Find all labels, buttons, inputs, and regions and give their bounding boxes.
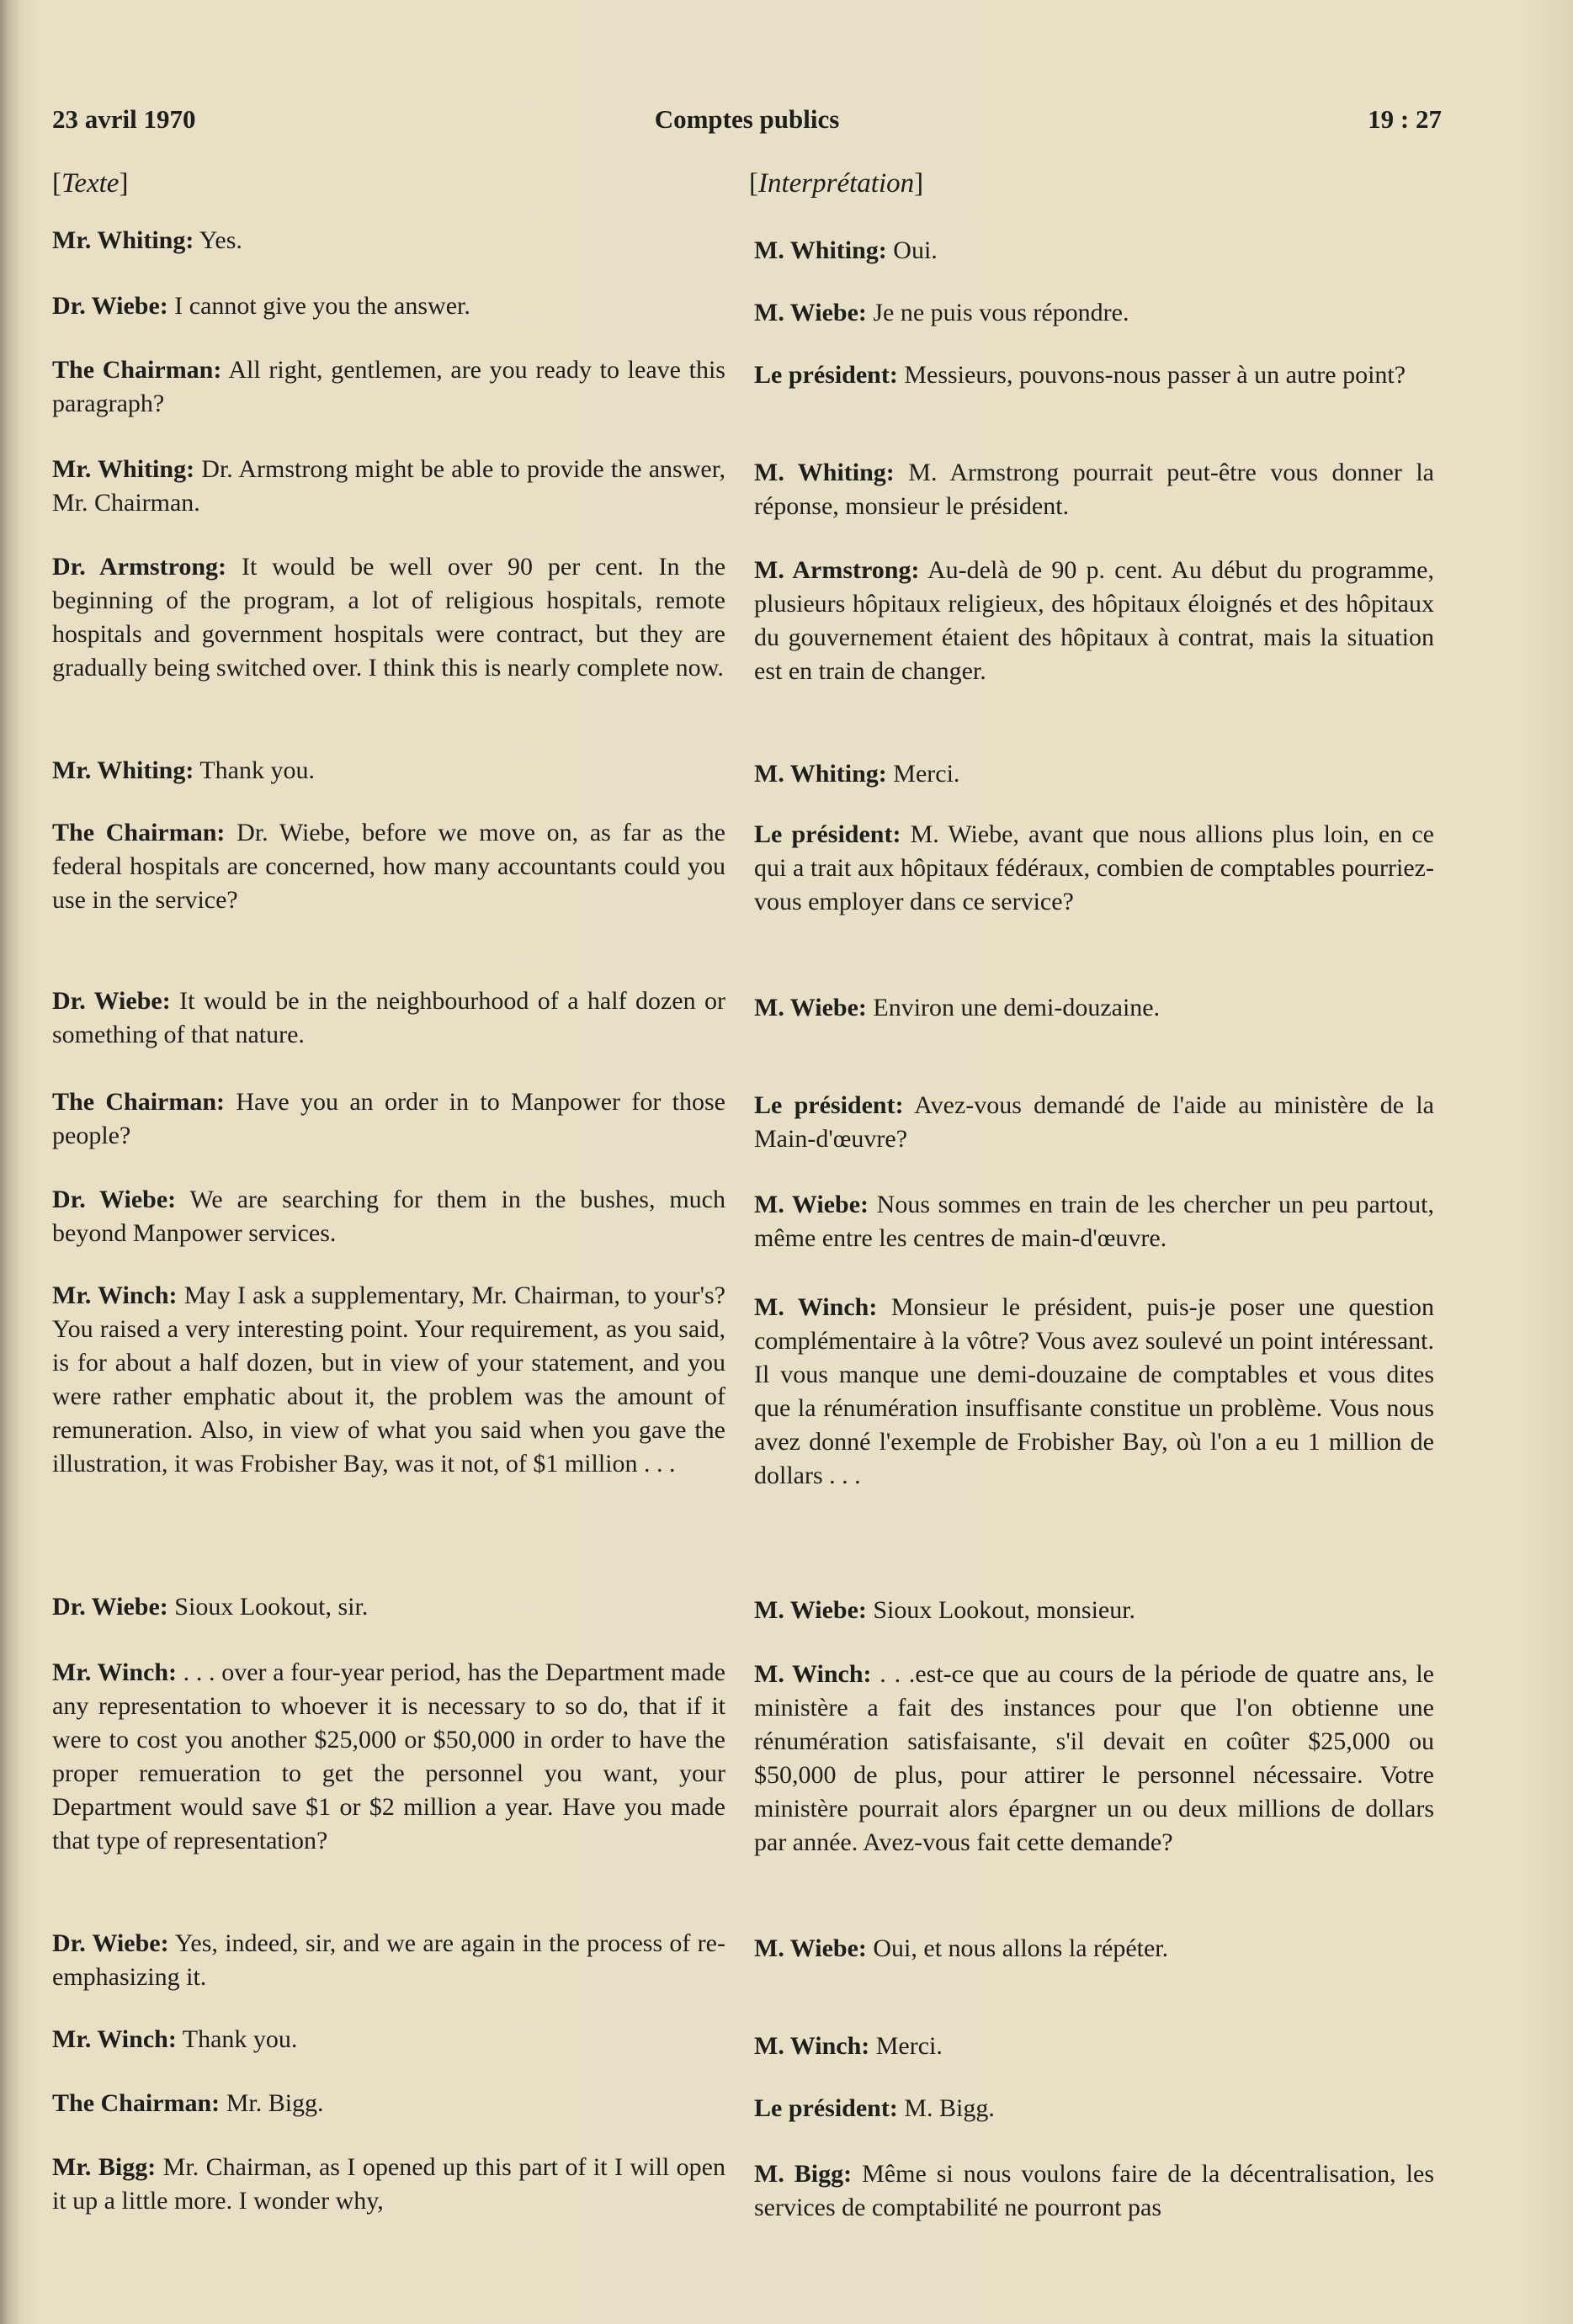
speaker-name: Mr. Whiting: [52, 455, 195, 483]
english-paragraph [52, 1085, 725, 1153]
speaker-name: Mr. Winch: [52, 1281, 178, 1309]
speech-text: Thank you. [176, 2025, 298, 2053]
english-paragraph [52, 2023, 725, 2056]
speech-text: M. Bigg. [897, 2094, 995, 2122]
speech-text: Merci. [869, 2032, 943, 2060]
speech-text: . . .est-ce que au cours de la période de quatre ans, le ministère a fait des instances pour que l'on obtienne une rénumération satisfaisante, s'il devait en coûter $25,000 ou $50,000 de plus, pour attirer le personnel nécessaire. Votre ministère pourrait alors épargner un ou deux millions de dollars par année. Avez-vous fait cette demande? [754, 1660, 1434, 1856]
speech-text: Dr. Armstrong might be able to provide the answer, Mr. Chairman. [52, 455, 725, 517]
header-title: Comptes publics [654, 104, 840, 134]
speech-text: Messieurs, pouvons-nous passer à un autre point? [897, 361, 1406, 389]
header-page-number: 19 : 27 [1368, 104, 1442, 134]
french-paragraph [754, 234, 1434, 268]
speech-text: Monsieur le président, puis-je poser une question complémentaire à la vôtre? Vous avez soulevé un point intéressant. Il vous manque une demi-douzaine de comptables et vous dites que la rénumération insuffisante constitue un problème. Vous nous avez donné l'exemple de Frobisher Bay, où l'on a eu 1 million de dollars . . . [754, 1293, 1434, 1489]
french-paragraph [754, 1932, 1434, 1966]
french-paragraph [754, 1291, 1434, 1493]
speaker-name: Le président: [754, 820, 901, 848]
header-date: 23 avril 1970 [52, 104, 196, 134]
english-paragraph [52, 754, 725, 788]
speaker-name: M. Winch: [754, 1293, 878, 1321]
speech-text: Yes, indeed, sir, and we are again in the process of re-emphasizing it. [52, 1929, 725, 1991]
english-paragraph [52, 2087, 725, 2120]
speaker-name: Le président: [754, 1091, 904, 1119]
speaker-name: M. Bigg: [754, 2160, 853, 2188]
speaker-name: Mr. Winch: [52, 1658, 177, 1686]
column-label-english: [Texte] [52, 168, 129, 199]
speaker-name: Dr. Armstrong: [52, 553, 227, 581]
speaker-name: Mr. Winch: [52, 2025, 177, 2053]
english-paragraph [52, 224, 725, 257]
page-header [52, 104, 1442, 141]
french-paragraph [754, 2092, 1434, 2125]
french-paragraph [754, 2157, 1434, 2225]
english-paragraph [52, 289, 725, 323]
speech-text: Mr. Bigg. [220, 2089, 324, 2117]
speech-text: Oui, et nous allons la répéter. [866, 1934, 1169, 1962]
english-paragraph [52, 353, 725, 421]
french-paragraph [754, 456, 1434, 523]
french-paragraph [754, 2030, 1434, 2063]
speaker-name: M. Armstrong: [754, 556, 920, 584]
speech-text: All right, gentlemen, are you ready to leave this paragraph? [52, 356, 725, 417]
speaker-name: M. Wiebe: [754, 1191, 869, 1218]
speaker-name: The Chairman: [52, 356, 222, 384]
speech-text: M. Wiebe, avant que nous allions plus loin, en ce qui a trait aux hôpitaux fédéraux, combien de comptables pourriez-vous employer dans ce service? [754, 820, 1434, 915]
speaker-name: Dr. Wiebe: [52, 987, 171, 1015]
column-label-french: [Interprétation] [749, 168, 924, 199]
speech-text: Sioux Lookout, sir. [167, 1593, 369, 1621]
english-paragraph [52, 1183, 725, 1250]
speech-text: Merci. [886, 760, 960, 788]
speech-text: Thank you. [194, 756, 315, 784]
speaker-name: M. Whiting: [754, 459, 895, 486]
french-paragraph [754, 554, 1434, 688]
speaker-name: M. Wiebe: [754, 299, 867, 326]
speech-text: Je ne puis vous répondre. [866, 299, 1129, 326]
speaker-name: M. Wiebe: [754, 1596, 867, 1624]
speech-text: It would be in the neighbourhood of a half dozen or something of that nature. [52, 987, 725, 1048]
speech-text: Nous sommes en train de les chercher un peu partout, même entre les centres de main-d'œuvre. [754, 1191, 1435, 1252]
speaker-name: The Chairman: [52, 1088, 226, 1116]
french-paragraph [754, 296, 1434, 330]
speech-text: Mr. Chairman, as I opened up this part of it I will open it up a little more. I wonder why, [52, 2153, 725, 2215]
speaker-name: M. Wiebe: [754, 994, 867, 1021]
speech-text: Sioux Lookout, monsieur. [866, 1596, 1136, 1624]
speaker-name: The Chairman: [52, 819, 226, 846]
speaker-name: M. Winch: [754, 1660, 872, 1688]
speech-text: Environ une demi-douzaine. [866, 994, 1161, 1021]
speaker-name: Dr. Wiebe: [52, 1186, 177, 1213]
speaker-name: M. Whiting: [754, 236, 887, 264]
speaker-name: M. Whiting: [754, 760, 887, 788]
english-paragraph [52, 1590, 725, 1624]
speech-text: Même si nous voulons faire de la décentralisation, les services de comptabilité ne pourront pas [754, 2160, 1434, 2221]
english-paragraph [52, 984, 725, 1052]
french-paragraph [754, 1089, 1434, 1156]
french-paragraph [754, 358, 1434, 392]
speaker-name: Le président: [754, 361, 898, 389]
speech-text: Yes. [194, 226, 242, 254]
english-paragraph [52, 453, 725, 520]
speaker-name: Mr. Whiting: [52, 226, 194, 254]
english-paragraph [52, 1656, 725, 1858]
speech-text: May I ask a supplementary, Mr. Chairman, to your's? You raised a very interesting point. Your requirement, as you said, is for about a half dozen, but in view of your statement, and you were rather emphatic about it, the problem was the amount of remuneration. Also, in view of what you said when you gave the illustration, it was Frobisher Bay, was it not, of $1 million . . . [52, 1281, 725, 1478]
english-paragraph [52, 550, 725, 685]
speaker-name: M. Winch: [754, 2032, 870, 2060]
english-paragraph [52, 1279, 725, 1481]
speech-text: I cannot give you the answer. [167, 292, 470, 320]
speech-text: M. Armstrong pourrait peut-être vous donner la réponse, monsieur le président. [754, 459, 1434, 520]
speech-text: Have you an order in to Manpower for those people? [52, 1088, 725, 1149]
speaker-name: Dr. Wiebe: [52, 1929, 169, 1957]
english-paragraph [52, 1927, 725, 1994]
speech-text: It would be well over 90 per cent. In the beginning of the program, a lot of religious hospitals, remote hospitals and government hospitals were contract, but they are gradually being switched over. I think this is nearly complete now. [52, 553, 726, 682]
speaker-name: Le président: [754, 2094, 898, 2122]
speech-text: . . . over a four-year period, has the Department made any representation to whoever it is necessary to so do, that if it were to cost you another $25,000 or $50,000 in order to have the proper remueration to get the personnel you want, your Department would save $1 or $2 million a year. Have you made that type of representation? [52, 1658, 725, 1854]
speech-text: Oui. [886, 236, 938, 264]
speaker-name: Dr. Wiebe: [52, 292, 168, 320]
book-spine-shadow [0, 0, 19, 2324]
french-paragraph [754, 818, 1434, 919]
speaker-name: Mr. Whiting: [52, 756, 194, 784]
speech-text: We are searching for them in the bushes, much beyond Manpower services. [52, 1186, 725, 1247]
french-paragraph [754, 1188, 1434, 1255]
speaker-name: Mr. Bigg: [52, 2153, 157, 2181]
speech-text: Avez-vous demandé de l'aide au ministère de la Main-d'œuvre? [754, 1091, 1434, 1153]
french-paragraph [754, 757, 1434, 791]
speech-text: Dr. Wiebe, before we move on, as far as the federal hospitals are concerned, how many accountants could you use in the service? [52, 819, 725, 914]
english-paragraph [52, 816, 725, 917]
speaker-name: The Chairman: [52, 2089, 221, 2117]
french-paragraph [754, 991, 1434, 1025]
french-paragraph [754, 1658, 1434, 1860]
speaker-name: Dr. Wiebe: [52, 1593, 168, 1621]
speaker-name: M. Wiebe: [754, 1934, 867, 1962]
french-paragraph [754, 1594, 1434, 1627]
english-paragraph [52, 2151, 725, 2218]
speech-text: Au-delà de 90 p. cent. Au début du programme, plusieurs hôpitaux religieux, des hôpitaux éloignés et des hôpitaux du gouvernement étaient des hôpitaux à contrat, mais la situation est en train de changer. [754, 556, 1434, 685]
